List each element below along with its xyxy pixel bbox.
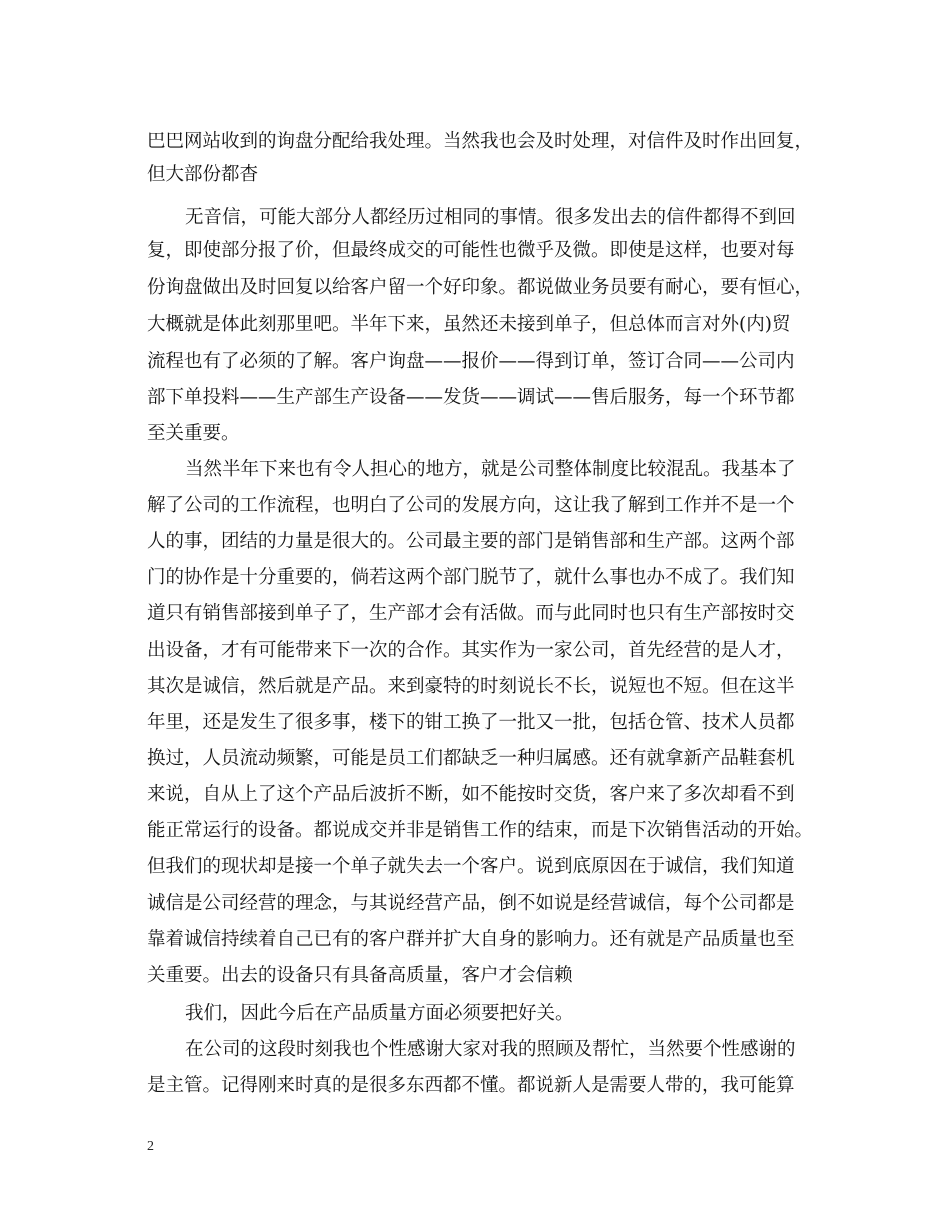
text-line: 巴巴网站收到的询盘分配给我处理。当然我也会及时处理，对信件及时作出回复， <box>147 131 814 152</box>
text-line: 门的协作是十分重要的，倘若这两个部门脱节了，就什么事也办不成了。我们知 <box>147 567 795 588</box>
text-line: 人的事，团结的力量是很大的。公司最主要的部门是销售部和生产部。这两个部 <box>147 531 795 552</box>
text-line: 当然半年下来也有令人担心的地方，就是公司整体制度比较混乱。我基本了 <box>185 459 796 480</box>
text-line: 出设备，才有可能带来下一次的合作。其实作为一家公司，首先经营的是人才， <box>147 640 795 661</box>
text-line: 无音信，可能大部分人都经历过相同的事情。很多发出去的信件都得不到回 <box>185 207 796 228</box>
text-line: 年里，还是发生了很多事，楼下的钳工换了一批又一批，包括仓管、技术人员都 <box>147 712 795 733</box>
text-line: 部下单投料——生产部生产设备——发货——调试——售后服务，每一个环节都 <box>147 387 795 408</box>
text-line: 诚信是公司经营的理念，与其说经营产品，倒不如说是经营诚信，每个公司都是 <box>147 893 795 914</box>
text-line: 在公司的这段时刻我也个性感谢大家对我的照顾及帮忙，当然要个性感谢的 <box>185 1039 796 1060</box>
text-line: 解了公司的工作流程，也明白了公司的发展方向，这让我了解到工作并不是一个 <box>147 495 795 516</box>
text-line: 至关重要。 <box>147 423 240 444</box>
page-number: 2 <box>147 1139 154 1154</box>
text-line: 但大部份都杳 <box>147 164 259 185</box>
text-line: 道只有销售部接到单子了，生产部才会有活做。而与此同时也只有生产部按时交 <box>147 603 795 624</box>
text-line: 是主管。记得刚来时真的是很多东西都不懂。都说新人是需要人带的，我可能算 <box>147 1075 795 1096</box>
text-line: 但我们的现状却是接一个单子就失去一个客户。说到底原因在于诚信，我们知道 <box>147 856 795 877</box>
text-line: 份询盘做出及时回复以给客户留一个好印象。都说做业务员要有耐心，要有恒心， <box>147 277 814 298</box>
text-line: 流程也有了必须的了解。客户询盘——报价——得到订单，签订合同——公司内 <box>147 351 795 372</box>
text-line: 关重要。出去的设备只有具备高质量，客户才会信赖 <box>147 965 573 986</box>
text-line: 复，即使部分报了价，但最终成交的可能性也微乎及微。即使是这样，也要对每 <box>147 240 795 261</box>
text-line: 能正常运行的设备。都说成交并非是销售工作的结束，而是下次销售活动的开始。 <box>147 820 814 841</box>
text-line: 靠着诚信持续着自己已有的客户群并扩大自身的影响力。还有就是产品质量也至 <box>147 929 795 950</box>
text-line: 其次是诚信，然后就是产品。来到豪特的时刻说长不长，说短也不短。但在这半 <box>147 676 795 697</box>
text-line: 我们，因此今后在产品质量方面必须要把好关。 <box>185 1003 574 1024</box>
text-line: 大概就是体此刻那里吧。半年下来，虽然还未接到单子，但总体而言对外(内)贸 <box>147 314 791 335</box>
text-line: 来说，自从上了这个产品后波折不断，如不能按时交货，客户来了多次却看不到 <box>147 784 795 805</box>
text-line: 换过，人员流动频繁，可能是员工们都缺乏一种归属感。还有就拿新产品鞋套机 <box>147 748 795 769</box>
